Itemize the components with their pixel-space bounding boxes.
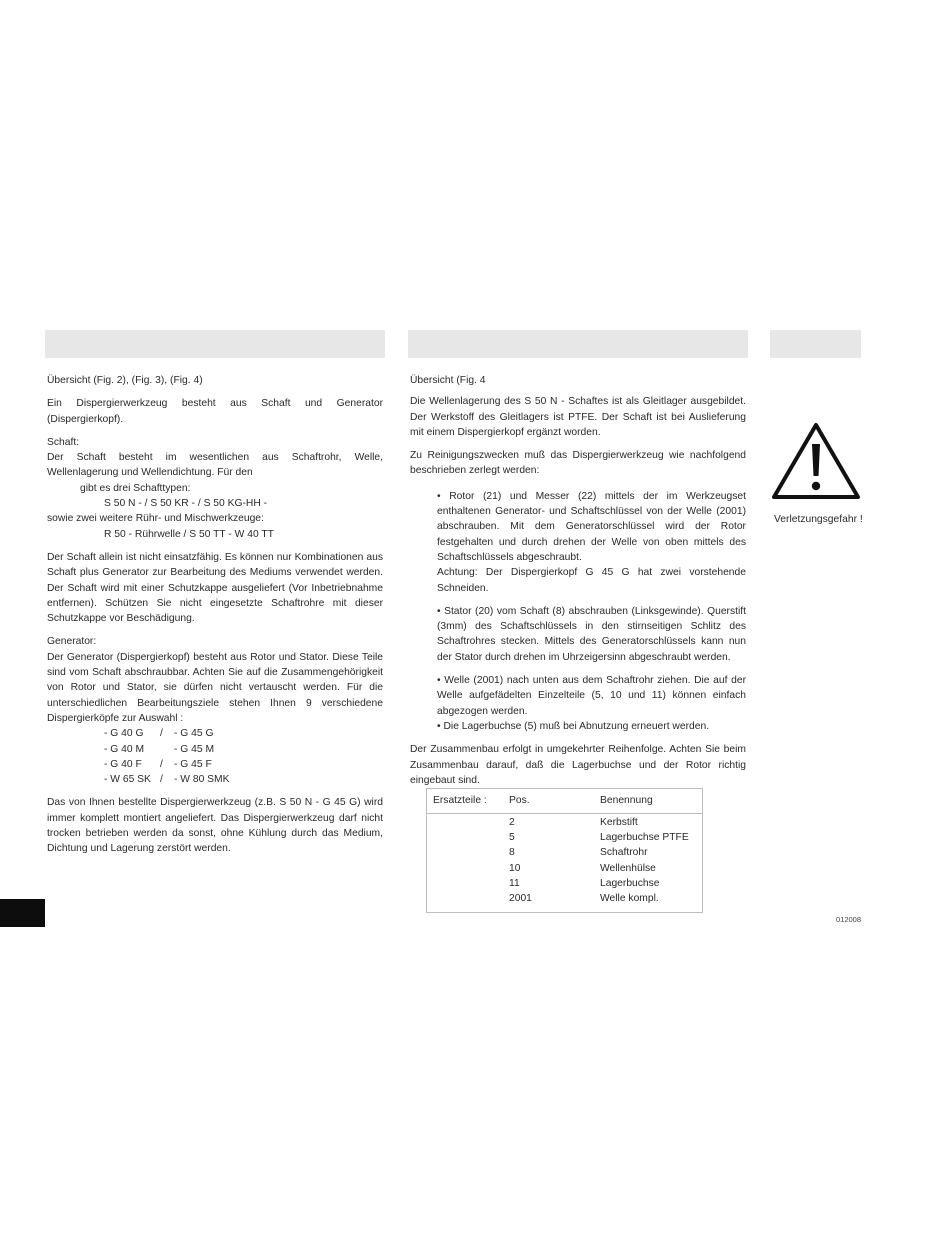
spare-parts-table [426,788,703,913]
generator-separator: / [160,728,163,740]
left-column-header-bar [45,330,385,358]
generator-separator: / [160,758,163,770]
generator-row [104,742,230,757]
part-pos: 2 [509,817,515,828]
attention-note: Achtung: Der Dispergierkopf G 45 G hat zwei vorstehende Schneiden. [437,567,746,594]
page-edge-tab [0,899,45,927]
bullet-stator: • Stator (20) vom Schaft (8) abschrauben (Linksgewinde). Querstift (3mm) des Schaftschlüssels in den stirnseitigen Schlitz des Schaftrohres stecken. Mittels des Generatorschlüssels kann nun der Stator durch drehen im Uhrzeigersinn abgeschraubt werden. [437,605,746,663]
column-header-name: Benennung [600,795,653,806]
part-name: Lagerbuchse [600,878,660,889]
generator-separator [160,742,174,757]
shaft-alone-paragraph: Der Schaft allein ist nicht einsatzfähig. Es können nur Kombinationen aus Schaft plus Generator zur Bearbeitung des Mediums verwendet werden. Der Schaft wird mit einer Schutzkappe ausgeliefert (Vor Inbetriebnahme entfernen). Schützen Sie nicht eingesetzte Schaftrohre mit dieser Schutzkappe vor Beschädigung. [47,551,383,625]
part-name: Kerbstift [600,817,638,828]
generator-row [104,772,230,787]
middle-column [410,373,746,788]
overview-heading-fig4: Übersicht (Fig. 4 [410,375,486,386]
generator-row [104,757,230,772]
part-pos: 11 [509,878,520,889]
intro-paragraph: Ein Dispergierwerkzeug besteht aus Schaft und Generator (Dispergierkopf). [47,398,383,425]
generator-item: - G 45 M [174,743,215,755]
stirring-tools-intro: sowie zwei weitere Rühr- und Mischwerkzeuge: [47,513,264,525]
shaft-types-intro: gibt es drei Schafttypen: [80,482,191,494]
shaft-text-line-1: Der Schaft besteht im wesentlichen aus Schaftrohr, Welle, [47,452,383,464]
generator-item: - W 80 SMK [174,774,230,786]
part-name: Lagerbuchse PTFE [600,832,689,843]
part-pos: 5 [509,832,515,843]
overview-heading: Übersicht (Fig. 2), (Fig. 3), (Fig. 4) [47,375,203,386]
shaft-heading: Schaft: [47,436,80,448]
column-header-pos: Pos. [509,795,530,806]
shaft-text-line-2: Wellenlagerung und Wellendichtung. Für den [47,467,253,479]
stirring-tools-list: R 50 - Rührwelle / S 50 TT - W 40 TT [104,528,274,540]
generator-item: - G 40 G [104,728,144,740]
part-pos: 10 [509,863,521,874]
warning-triangle-icon [771,420,861,500]
spare-parts-label: Ersatzteile : [433,795,487,806]
shaft-types-list: S 50 N - / S 50 KR - / S 50 KG-HH - [104,498,268,510]
generator-paragraph: Der Generator (Dispergierkopf) besteht aus Rotor und Stator. Diese Teile sind vom Schaft abschraubbar. Achten Sie auf die Zusammengehörigkeit von Rotor und Stator, sie dürfen nicht vertauscht werden. Für die unterschiedlichen Bearbeitungsziele stehen Ihnen 9 verschiedene Dispergierköpfe zur Auswahl : [47,651,383,724]
part-name: Schaftrohr [600,847,648,858]
left-column [47,373,383,857]
bearing-paragraph: Die Wellenlagerung des S 50 N - Schaftes ist als Gleitlager ausgebildet. Der Werkstoff des Gleitlagers ist PTFE. Der Schaft ist bei Auslieferung mit einem Dispergierkopf ergänzt worden. [410,396,746,438]
cleaning-paragraph: Zu Reinigungszwecken muß das Dispergierwerkzeug wie nachfolgend beschrieben zerlegt werden: [410,450,746,477]
generator-item: - G 45 G [174,728,214,740]
generator-list [104,726,230,787]
assembly-paragraph: Der Zusammenbau erfolgt in umgekehrter Reihenfolge. Achten Sie beim Zusammenbau darauf, daß die Lagerbuchse und der Rotor richtig eingebaut sind. [410,744,746,786]
bullet-bushing: • Die Lagerbuchse (5) muß bei Abnutzung erneuert werden. [437,720,710,732]
bullet-shaft: • Welle (2001) nach unten aus dem Schaftrohr ziehen. Die auf der Welle aufgefädelten Einzelteile (5, 10 und 11) können einfach abgezogen werden. [437,675,746,717]
generator-item: - G 45 F [174,758,212,770]
generator-separator: / [160,774,163,786]
right-column-header-bar [770,330,861,358]
ordered-tool-paragraph: Das von Ihnen bestellte Dispergierwerkzeug (z.B. S 50 N - G 45 G) wird immer komplett montiert angeliefert. Das Dispergierwerkzeug darf nicht trocken betrieben werden da sonst, ohne Kühlung durch das Medium, Dichtung und Lagerung zerstört werden. [47,797,383,855]
part-pos: 2001 [509,893,532,904]
generator-item: - W 65 SK [104,774,151,786]
part-name: Welle kompl. [600,893,659,904]
part-pos: 8 [509,847,515,858]
middle-column-header-bar [408,330,748,358]
part-name: Wellenhülse [600,863,656,874]
generator-item: - G 40 M [104,743,145,755]
bullet-rotor: • Rotor (21) und Messer (22) mittels der im Werkzeugset enthaltenen Generator- und Schaftschlüssel von der Welle (2001) abschrauben. Mit dem Generatorschlüssel wird der Rotor festgehalten und durch drehen der Welle von oben mittels des Schaftschlüssels abgeschraubt. [437,490,746,563]
generator-heading: Generator: [47,636,97,648]
document-code: 012008 [836,915,862,924]
generator-item: - G 40 F [104,758,142,770]
warning-label: Verletzungsgefahr ! [774,514,863,525]
generator-row [104,726,230,741]
spare-parts-header [427,793,702,814]
